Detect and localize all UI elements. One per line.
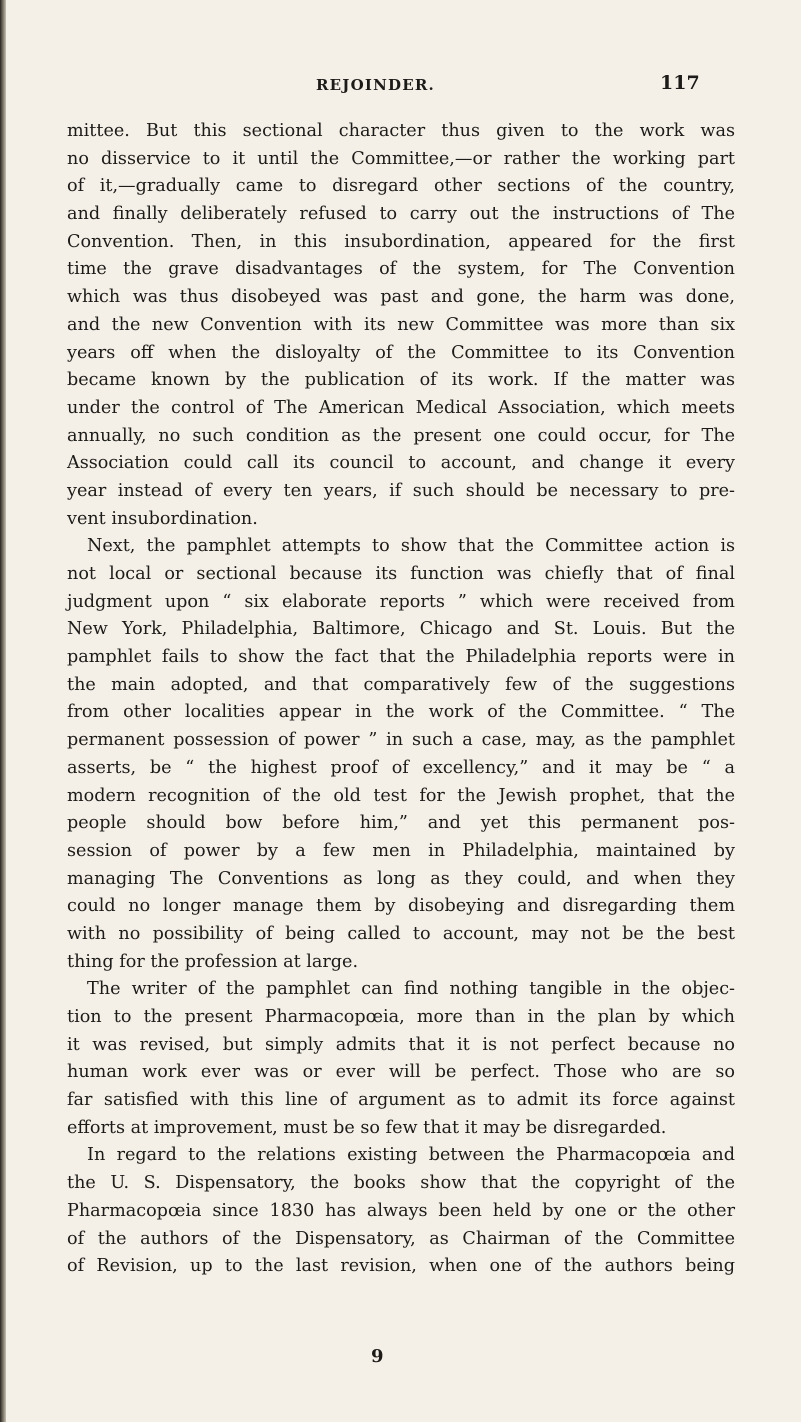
text-line: with no possibility of being called to account, may not be the best — [67, 923, 735, 944]
text-line: asserts, be “ the highest proof of excellency,” and it may be “ a — [67, 757, 735, 778]
text-line: New York, Philadelphia, Baltimore, Chicago and St. Louis. But the — [67, 619, 735, 640]
text-line: human work ever was or ever will be perfect. Those who are so — [67, 1062, 735, 1083]
text-line: people should bow before him,” and yet this permanent pos- — [67, 813, 735, 834]
text-line: managing The Conventions as long as they could, and when they — [67, 868, 735, 889]
text-line: efforts at improvement, must be so few that it may be disregarded. — [67, 1117, 667, 1138]
text-line: In regard to the relations existing between the Pharmacopœia and — [87, 1145, 735, 1166]
text-line: it was revised, but simply admits that it is not perfect because no — [67, 1034, 735, 1055]
text-line: year instead of every ten years, if such should be necessary to pre- — [67, 480, 735, 501]
text-line: could no longer manage them by disobeying and disregarding them — [67, 896, 735, 917]
text-line: of Revision, up to the last revision, when one of the authors being — [67, 1256, 735, 1277]
running-title: REJOINDER. — [316, 76, 435, 94]
text-line: not local or sectional because its function was chiefly that of final — [67, 564, 735, 584]
text-line: vent insubordination. — [67, 508, 258, 529]
text-line: thing for the profession at large. — [67, 951, 359, 972]
text-line: and the new Convention with its new Committee was more than six — [67, 314, 735, 335]
text-line: the U. S. Dispensatory, the books show that the copyright of the — [67, 1173, 735, 1194]
text-line: Convention. Then, in this insubordination, appeared for the first — [67, 231, 735, 252]
text-line: of it,—gradually came to disregard other sections of the country, — [67, 176, 735, 197]
text-line: tion to the present Pharmacopœia, more than in the plan by which — [67, 1007, 735, 1027]
text-line: of the authors of the Dispensatory, as Chairman of the Committee — [67, 1228, 735, 1249]
page-binding-edge — [0, 0, 6, 1422]
page-number: 117 — [660, 72, 700, 94]
text-line: time the grave disadvantages of the system, for The Convention — [67, 259, 735, 280]
text-line: from other localities appear in the work of the Committee. “ The — [67, 702, 735, 723]
text-line: judgment upon “ six elaborate reports ” which were received from — [67, 591, 735, 612]
text-line: years off when the disloyalty of the Committee to its Convention — [67, 342, 735, 363]
text-line: annually, no such condition as the present one could occur, for The — [67, 425, 735, 446]
text-line: permanent possession of power ” in such a case, may, as the pamphlet — [67, 730, 735, 751]
text-line: which was thus disobeyed was past and gone, the harm was done, — [67, 287, 735, 308]
text-line: modern recognition of the old test for the Jewish prophet, that the — [67, 785, 735, 806]
text-line: became known by the publication of its work. If the matter was — [67, 370, 735, 391]
text-line: session of power by a few men in Philadelphia, maintained by — [67, 840, 735, 861]
text-line: the main adopted, and that comparatively few of the suggestions — [67, 674, 735, 695]
text-line: under the control of The American Medical Association, which meets — [67, 397, 735, 418]
text-line: Next, the pamphlet attempts to show that the Committee action is — [87, 536, 735, 557]
text-line: mittee. But this sectional character thus given to the work was — [67, 121, 735, 141]
text-line: no disservice to it until the Committee,—or rather the working part — [67, 148, 735, 169]
text-line: far satisfied with this line of argument as to admit its force against — [67, 1090, 735, 1111]
text-line: and finally deliberately refused to carry out the instructions of The — [67, 204, 735, 225]
text-line: Association could call its council to account, and change it every — [67, 453, 735, 474]
text-line: Pharmacopœia since 1830 has always been held by one or the other — [67, 1200, 735, 1221]
text-line: pamphlet fails to show the fact that the Philadelphia reports were in — [67, 647, 735, 668]
text-line: The writer of the pamphlet can find nothing tangible in the objec- — [87, 979, 735, 1000]
signature-mark: 9 — [371, 1346, 384, 1367]
body-text — [67, 118, 735, 1281]
